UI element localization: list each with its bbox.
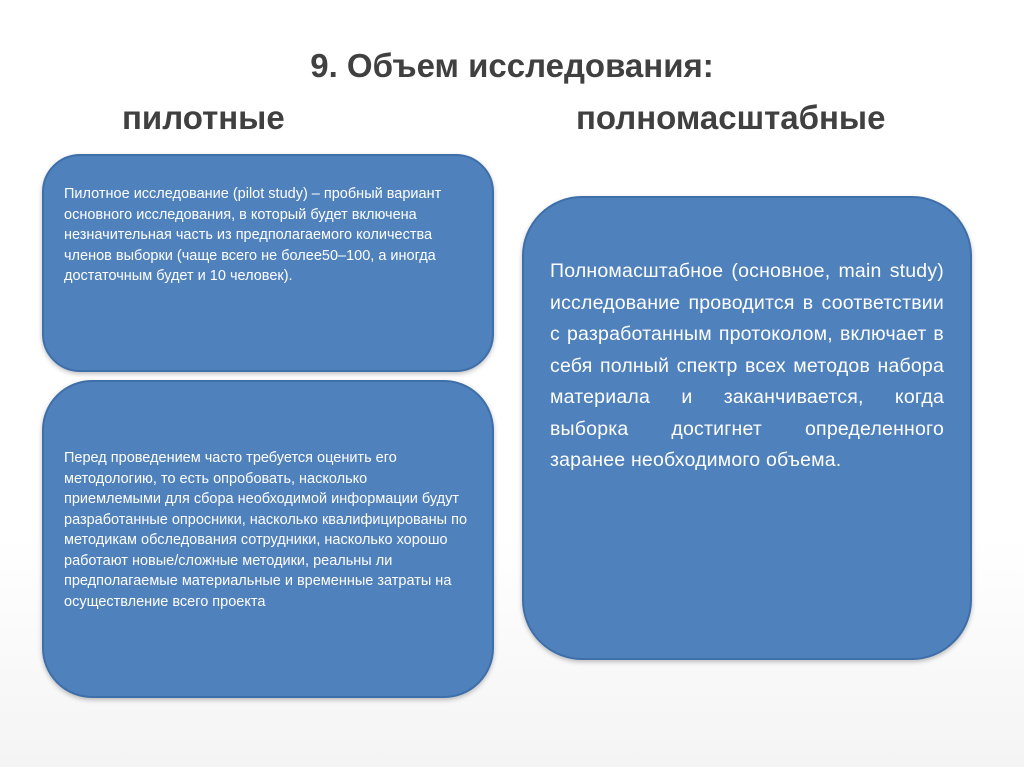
pilot-methodology-text: Перед проведением часто требуется оценить его методологию, то есть опробовать, насколько приемлемыми для сбора необходимой информации будут разработанные опросники, насколько квалифицированы по методикам обследования сотрудники, насколько хорошо работают новые/сложные методики, реальны ли предполагаемые материальные и временные затраты на осуществление всего проекта (64, 450, 468, 610)
full-scale-text: Полномасштабное (основное, main study) исследование проводится в соответствии с разработанным протоколом, включает в себя полный спектр всех методов набора материала и заканчивается, когда выборка достигнет определенного заранее необходимого объема. (550, 260, 944, 471)
full-scale-box (522, 196, 972, 660)
subtitle-pilot: пилотные (122, 99, 285, 136)
pilot-definition-text: Пилотное исследование (pilot study) – пробный вариант основного исследования, в который будет включена незначительная часть из предполагаемого количества членов выборки (чаще всего не более50–100, а иногда достаточным будет и 10 человек). (64, 186, 442, 284)
slide-title: 9. Объем исследования: (310, 47, 714, 84)
subtitle-full-scale: полномасштабные (576, 99, 886, 136)
pilot-definition-box (42, 154, 494, 372)
pilot-methodology-box (42, 380, 494, 698)
